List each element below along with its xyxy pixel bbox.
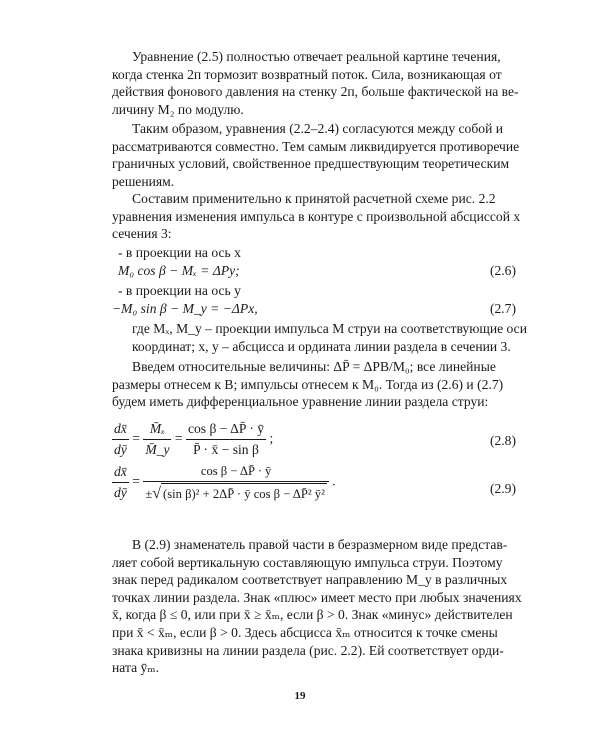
eq28-tail: ; xyxy=(269,430,274,446)
eq29-radicand: (sin β)² + 2ΔP̄ · ȳ cos β − ΔP̄² ȳ² xyxy=(161,483,327,503)
equation-2-7-number: (2.7) xyxy=(489,301,516,316)
paragraph-2 xyxy=(112,120,520,190)
eq28-mid-numerator: M̄ₓ xyxy=(143,420,171,440)
eq28-mid-denominator: M̄_y xyxy=(145,442,170,457)
paragraph-2-line-3: граничных условий, свойственное предшествующим теоретическим xyxy=(112,156,510,172)
paragraph-5-line-2: ляет собой вертикальную составляющую импульса струи. Поэтому xyxy=(112,554,503,570)
paragraph-1-line-3: действия фонового давления на стенку 2п, больше фактической на ве- xyxy=(112,84,519,100)
paragraph-5-line-1: В (2.9) знаменатель правой части в безразмерном виде представ- xyxy=(132,537,508,552)
paragraph-4 xyxy=(112,358,512,411)
where-line-2: координат; x, y – абсцисса и ордината линии раздела в сечении 3. xyxy=(132,338,511,354)
eq29-tail: . xyxy=(332,473,336,489)
paragraph-2-line-4: решениям. xyxy=(112,173,175,189)
eq28-rhs-fraction xyxy=(186,420,266,459)
projection-x-label: - в проекции на ось x xyxy=(118,245,241,260)
equation-2-9-number: (2.9) xyxy=(489,481,516,496)
paragraph-3-line-3: сечения 3: xyxy=(112,226,172,242)
where-line-1: где Mₓ, M_y – проекции импульса M струи на соответствующие оси xyxy=(132,321,527,336)
equation-2-9-formula: $\frac{dx̄}{dȳ}$ = $\frac{\text{cos β − ΔP̄ · ȳ}}{\text{±√ (sin β)² + 2ΔP̄ · ȳ cos β − ΔP̄² ȳ²}}$ . xyxy=(114,464,336,502)
eq28-rhs-numerator: cos β − ΔP̄ · ȳ xyxy=(186,420,266,440)
where-definition xyxy=(132,320,527,355)
paragraph-3-line-2: уравнения изменения импульса в контуре с произвольной абсциссой x xyxy=(112,208,521,224)
page-number: 19 xyxy=(294,690,306,702)
projection-y-label: - в проекции на ось y xyxy=(118,283,241,298)
eq29-rhs-fraction xyxy=(143,462,329,503)
eq29-plus-minus: ± xyxy=(145,487,153,501)
paragraph-2-line-2: рассматриваются совместно. Тем самым ликвидируется противоречие xyxy=(112,138,520,154)
paragraph-1-line-1: Уравнение (2.5) полностью отвечает реальной картине течения, xyxy=(132,49,501,64)
eq28-rhs-denominator: P̄ · x̄ − sin β xyxy=(193,442,259,457)
eq29-lhs-denominator: dȳ xyxy=(114,485,127,500)
paragraph-4-line-1: Введем относительные величины: ΔP̄ = ΔPB/M₀; все линейные xyxy=(132,359,496,374)
equation-2-6-formula: M₀ cos β − Mₓ = ΔPy; xyxy=(118,263,240,278)
paragraph-1-line-2: когда стенка 2п тормозит возвратный поток. Сила, возникающая от xyxy=(112,66,502,82)
paragraph-5-line-5: x̄, когда β ≤ 0, или при x̄ ≥ x̄ₘ, если β > 0. Знак «минус» действителен xyxy=(112,607,513,623)
eq29-rhs-denominator: ±√ (sin β)² + 2ΔP̄ · ȳ cos β − ΔP̄² ȳ² xyxy=(145,485,325,502)
paragraph-5-line-7: знака кривизны на линии раздела (рис. 2.2). Ей соответствует орди- xyxy=(112,642,504,658)
paragraph-4-line-3: будем иметь дифференциальное уравнение линии раздела струи: xyxy=(112,394,489,410)
eq28-lhs-numerator: dx̄ xyxy=(112,420,129,440)
paragraph-1 xyxy=(112,48,519,118)
equation-2-7 xyxy=(112,300,516,318)
equation-2-8-number: (2.8) xyxy=(489,433,516,448)
eq28-mid-fraction xyxy=(143,420,171,459)
equation-2-8-formula: $\frac{dx̄}{dȳ}$ = $\frac{\text{M̄ₓ}}{M̄\_y}$ = $\frac{\text{cos β − ΔP̄ · ȳ}}{\text{P̄ · x̄ − sin β}}$ ; xyxy=(114,421,274,457)
equation-2-8 xyxy=(112,420,516,464)
eq28-lhs-denominator: dȳ xyxy=(114,442,127,457)
equation-2-7-formula: −M₀ sin β − M_y = −ΔPx, xyxy=(112,301,258,316)
equation-2-9 xyxy=(112,462,516,522)
paragraph-3 xyxy=(112,190,521,243)
paragraph-2-line-1: Таким образом, уравнения (2.2–2.4) согласуются между собой и xyxy=(132,121,504,136)
equation-2-6-number: (2.6) xyxy=(489,263,516,278)
paragraph-1-line-4: личину M₂ по модулю. xyxy=(112,101,244,117)
paragraph-5-line-4: точках линии раздела. Знак «плюс» имеет место при любых значениях xyxy=(112,589,522,605)
paragraph-5-line-8: ната ȳₘ. xyxy=(112,660,160,676)
paragraph-5 xyxy=(112,536,522,677)
eq29-lhs-fraction xyxy=(112,463,129,502)
eq29-lhs-numerator: dx̄ xyxy=(112,463,129,483)
paragraph-5-line-6: при x̄ < x̄ₘ, если β > 0. Здесь абсцисса x̄ₘ относится к точке смены xyxy=(112,624,498,640)
paragraph-5-line-3: знак перед радикалом соответствует направлению M_y в различных xyxy=(112,572,508,588)
paragraph-4-line-2: размеры отнесем к B; импульсы отнесем к M₀. Тогда из (2.6) и (2.7) xyxy=(112,376,504,392)
eq29-rhs-numerator: cos β − ΔP̄ · ȳ xyxy=(143,462,329,482)
eq28-lhs-fraction xyxy=(112,420,129,459)
paragraph-3-line-1: Составим применительно к принятой расчетной схеме рис. 2.2 xyxy=(132,191,496,206)
equation-2-6 xyxy=(112,262,516,280)
